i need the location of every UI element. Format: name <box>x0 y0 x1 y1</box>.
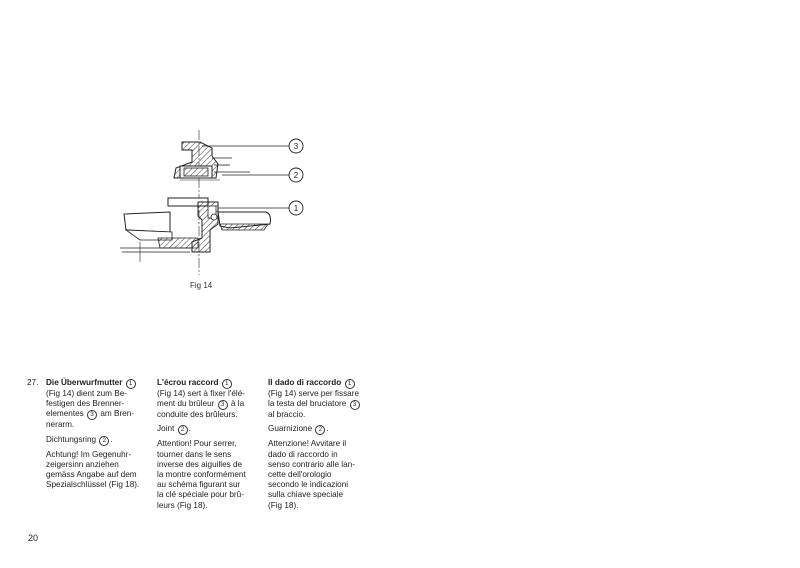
de-ref-2: 2 <box>99 436 109 446</box>
it-title: Il dado di raccordo <box>268 378 342 387</box>
it-ref-1: 1 <box>345 379 355 389</box>
fr-line: la clé spéciale pour brû- <box>157 490 244 500</box>
fr-ref-3: 3 <box>218 400 228 410</box>
fr-line: leurs (Fig 18). <box>157 500 208 510</box>
it-gasket-label: Guarnizione <box>268 424 313 434</box>
it-paragraph-3 <box>268 439 380 510</box>
fr-line: au schéma figurant sur <box>157 480 241 490</box>
fr-line: ment du brûleur <box>157 399 215 409</box>
fr-title: L'écrou raccord <box>157 378 219 387</box>
fr-line: inverse des aiguilles de <box>157 459 243 469</box>
it-line: secondo le indicazioni <box>268 480 349 490</box>
callout-label-2: 2 <box>293 171 299 180</box>
de-period: . <box>110 434 113 444</box>
column-german <box>46 378 154 494</box>
it-period: . <box>326 424 329 434</box>
technical-drawing-fig14 <box>110 120 340 295</box>
fr-line: Attention! Pour serrer, <box>157 439 237 449</box>
fr-period: . <box>188 424 191 434</box>
de-ref-1: 1 <box>126 379 136 389</box>
de-title: Die Überwurfmutter <box>46 378 123 387</box>
de-paragraph-2 <box>46 435 154 446</box>
de-line: elementes <box>46 409 84 419</box>
de-gasket-label: Dichtungsring <box>46 434 97 444</box>
fr-paragraph-2 <box>157 424 267 435</box>
de-line: festigen des Brenner- <box>46 399 125 409</box>
fr-paragraph-1 <box>157 378 267 420</box>
fr-line: la montre conformément <box>157 470 246 480</box>
de-line: (Fig 14) dient zum Be- <box>46 389 127 398</box>
it-paragraph-1 <box>268 378 380 420</box>
figure-caption: Fig 14 <box>190 281 213 290</box>
fr-ref-2: 2 <box>178 425 188 435</box>
it-line: dado di raccordo in <box>268 449 338 459</box>
fr-paragraph-3 <box>157 439 267 510</box>
column-french <box>157 378 267 515</box>
de-line: zeigersinn anziehen <box>46 459 119 469</box>
fr-gasket-label: Joint <box>157 424 175 434</box>
fr-line: conduite des brûleurs. <box>157 410 238 420</box>
it-line: Attenzione! Avvitare il <box>268 439 347 449</box>
de-paragraph-3 <box>46 450 154 491</box>
it-ref-2: 2 <box>315 425 325 435</box>
fr-ref-1: 1 <box>222 379 232 389</box>
it-paragraph-2 <box>268 424 380 435</box>
de-paragraph-1 <box>46 378 154 431</box>
it-line: (Fig 14) serve per fissare <box>268 389 360 398</box>
fr-line: (Fig 14) sert à fixer l'élé- <box>157 389 246 398</box>
it-line: sulla chiave speciale <box>268 490 344 500</box>
it-ref-3: 3 <box>350 400 360 410</box>
de-line: am Bren- <box>100 409 135 419</box>
de-line: Spezialschlüssel (Fig 18). <box>46 480 140 490</box>
fr-line: à la <box>230 399 245 409</box>
it-line: la testa del bruciatore <box>268 399 347 409</box>
callout-label-1: 1 <box>293 204 299 213</box>
de-ref-3: 3 <box>87 410 97 420</box>
it-line: cette dell'orologio <box>268 470 332 480</box>
de-line: Achtung! Im Gegenuhr- <box>46 449 132 459</box>
de-line: nerarm. <box>46 420 75 430</box>
it-line: senso contrario alle lan- <box>268 459 355 469</box>
de-line: gemäss Angabe auf dem <box>46 470 137 480</box>
section-number: 27. <box>27 378 39 387</box>
fr-line: tourner dans le sens <box>157 449 232 459</box>
callout-label-3: 3 <box>293 142 299 151</box>
column-italian <box>268 378 380 515</box>
it-line: (Fig 18). <box>268 500 299 510</box>
page-number: 20 <box>28 533 39 543</box>
it-line: al braccio. <box>268 410 306 420</box>
